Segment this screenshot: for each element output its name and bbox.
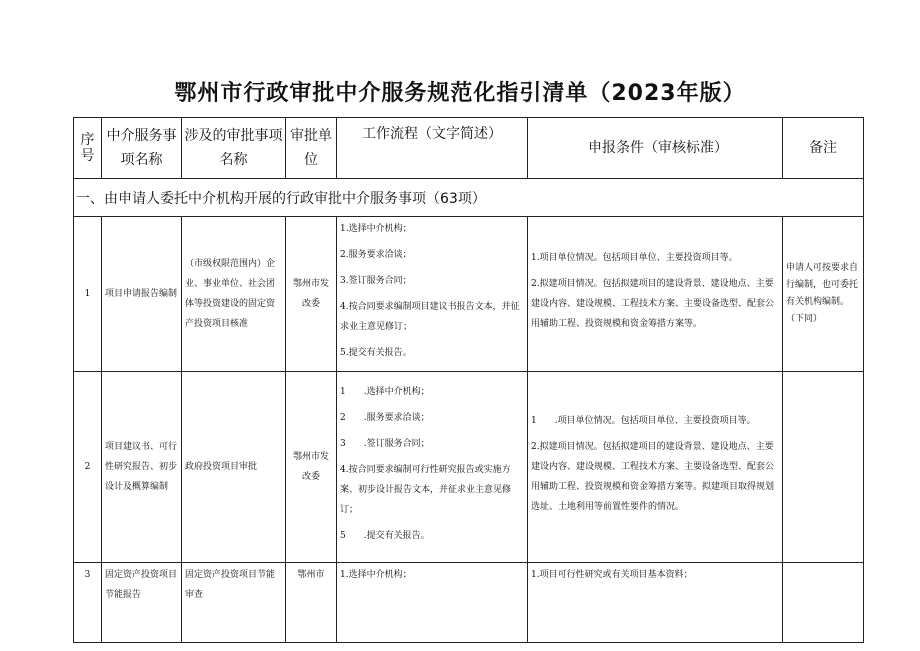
step: 3 .签订服务合同； xyxy=(340,439,430,449)
step: 2 .服务要求洽谈； xyxy=(340,413,430,423)
row-seq: 1 xyxy=(74,217,102,372)
condition: 1 .项目单位情况。包括项目单位、主要投资项目等。 xyxy=(531,416,756,426)
row-remark: 申请人可按要求自行编制，也可委托有关机构编制。（下同） xyxy=(783,217,864,372)
step: 4.按合同要求编制项目建议书报告文本，并征求业主意见修订； xyxy=(340,302,520,332)
table-row xyxy=(74,217,864,372)
row-conditions xyxy=(528,372,783,563)
header-seq: 序号 xyxy=(74,118,102,179)
step: 3.签订服务合同； xyxy=(340,276,412,286)
document-title: 鄂州市行政审批中介服务规范化指引清单（2023年版） xyxy=(174,81,746,106)
row-approval: 固定资产投资项目节能审查 xyxy=(182,563,286,643)
step: 5.提交有关报告。 xyxy=(340,348,412,358)
row-conditions xyxy=(528,563,783,643)
step: 1.选择中介机构； xyxy=(340,570,412,580)
row-steps xyxy=(337,563,528,643)
header-row xyxy=(74,118,864,179)
header-unit: 审批单位 xyxy=(286,118,337,179)
row-seq: 2 xyxy=(74,372,102,563)
row-remark xyxy=(783,372,864,563)
service-table xyxy=(73,117,864,643)
section-heading: 一、由申请人委托中介机构开展的行政审批中介服务事项（63项） xyxy=(74,179,864,217)
condition: 2.拟建项目情况。包括拟建项目的建设背景、建设地点、主要建设内容、建设规模、工程技术方案、主要设备选型、配套公用辅助工程、投资规模和资金筹措方案等。拟建项目取得规划选址、土地利用等前置性要件的情况。 xyxy=(531,442,775,512)
row-steps xyxy=(337,372,528,563)
table-row xyxy=(74,372,864,563)
step: 1 .选择中介机构； xyxy=(340,387,430,397)
row-service: 项目建议书、可行性研究报告、初步设计及概算编制 xyxy=(102,372,182,563)
row-remark xyxy=(783,563,864,643)
row-approval: 政府投资项目审批 xyxy=(182,372,286,563)
row-seq: 3 xyxy=(74,563,102,643)
row-unit: 鄂州市 xyxy=(286,563,337,643)
step: 4.按合同要求编制可行性研究报告或实施方案、初步设计报告文本，并征求业主意见修订； xyxy=(340,465,512,515)
header-conditions: 申报条件（审核标准） xyxy=(528,118,783,179)
row-service: 项目申请报告编制 xyxy=(102,217,182,372)
row-unit: 鄂州市发改委 xyxy=(286,217,337,372)
condition: 1.项目可行性研究或有关项目基本资料； xyxy=(531,570,693,580)
header-workflow: 工作流程（文字简述） xyxy=(337,118,528,179)
condition: 2.拟建项目情况。包括拟建项目的建设背景、建设地点、主要建设内容、建设规模、工程技术方案、主要设备选型、配套公用辅助工程、投资规模和资金筹措方案等。 xyxy=(531,279,775,329)
step: 1.选择中介机构； xyxy=(340,224,412,234)
row-unit: 鄂州市发改委 xyxy=(286,372,337,563)
section-row xyxy=(74,179,864,217)
header-remark: 备注 xyxy=(783,118,864,179)
row-service: 固定资产投资项目节能报告 xyxy=(102,563,182,643)
row-conditions xyxy=(528,217,783,372)
header-approval: 涉及的审批事项名称 xyxy=(182,118,286,179)
header-service: 中介服务事项名称 xyxy=(102,118,182,179)
step: 2.服务要求洽谈； xyxy=(340,250,412,260)
row-steps xyxy=(337,217,528,372)
step: 5 .提交有关报告。 xyxy=(340,531,430,541)
row-approval: （市级权限范围内）企业、事业单位、社会团体等投资建设的固定资产投资项目核准 xyxy=(182,217,286,372)
table-row xyxy=(74,563,864,643)
condition: 1.项目单位情况。包括项目单位、主要投资项目等。 xyxy=(531,253,738,263)
